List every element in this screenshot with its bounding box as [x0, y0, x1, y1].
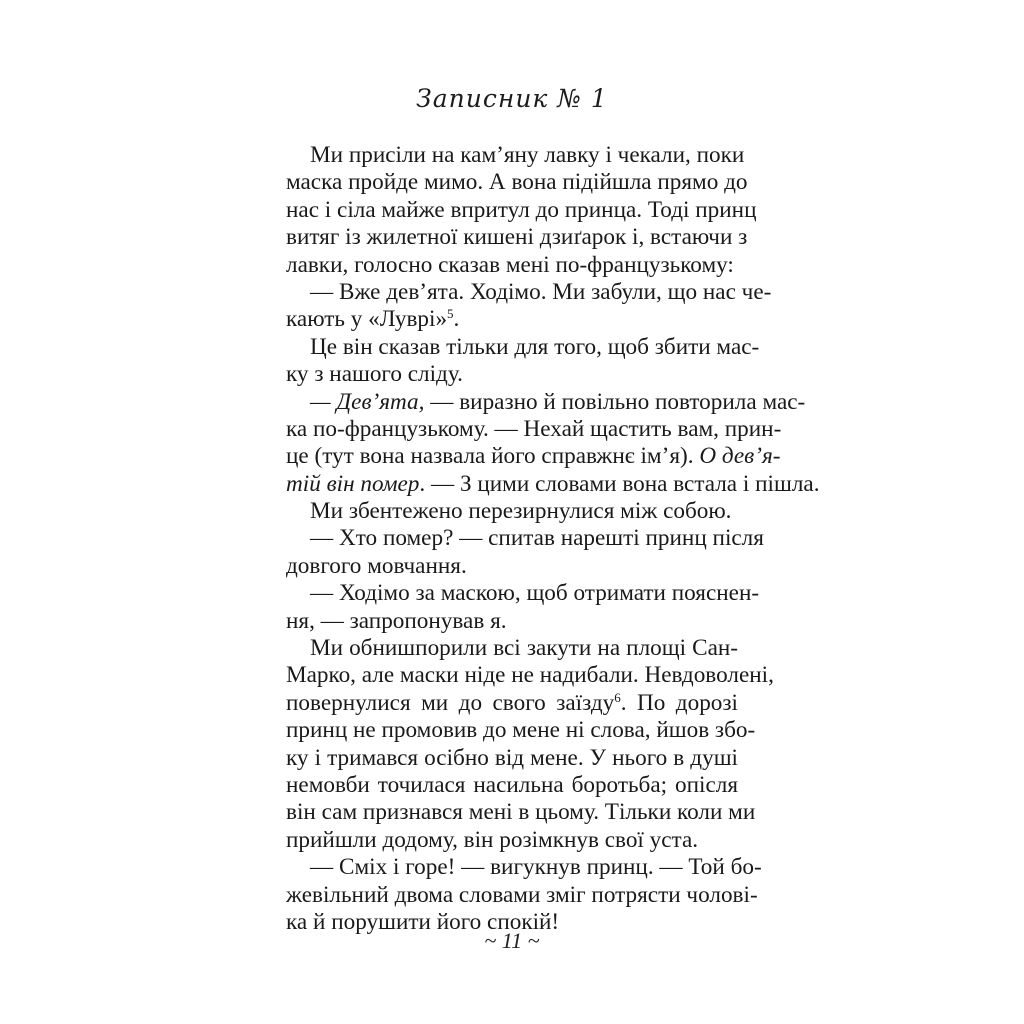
line-text: повернулися ми до свого заїзду	[286, 689, 615, 716]
text-line	[286, 854, 762, 881]
line-text: — Сміх і горе! — вигукнув принц. — Той бо-	[310, 854, 762, 881]
line-text: Ми присіли на кам’яну лавку і чекали, поки	[310, 142, 745, 168]
text-line	[286, 745, 738, 772]
line-text: ка по-французькому. — Нехай щастить вам, прин-	[286, 415, 782, 442]
text-line	[286, 580, 760, 607]
line-tail: . По дорозі	[620, 689, 738, 716]
italic-span: тій він помер	[286, 470, 420, 497]
running-header: Записник № 1	[416, 84, 608, 113]
line-text: прийшли додому, він розімкнув свої уста.	[286, 826, 699, 853]
text-line	[286, 169, 748, 196]
footnote-marker: 5	[447, 306, 454, 322]
page-number: ~ 11 ~	[484, 928, 540, 953]
text-line	[286, 278, 772, 306]
line-text: витяг із жилетної кишені дзиґарок і, встаючи з	[286, 224, 748, 251]
text-line	[286, 690, 738, 717]
italic-span: О дев’я-	[699, 443, 781, 470]
line-text: — Хто помер? — спитав нарешті принц після	[310, 525, 764, 552]
line-text: принц не промовив до мене ні слова, йшов збо-	[286, 717, 756, 744]
line-text: ка й порушити його спокій!	[286, 908, 560, 935]
line-text: . — З цими словами вона встала і пішла.	[419, 470, 820, 497]
footnote-marker: 6	[614, 689, 621, 705]
line-text: — виразно й повільно повторила мас-	[424, 388, 806, 415]
line-text: кають у «Луврі»	[286, 306, 448, 333]
text-line	[286, 772, 738, 799]
line-text: лавки, голосно сказав мені по-французькому:	[286, 251, 734, 278]
text-line	[286, 662, 774, 689]
text-line	[286, 252, 738, 279]
text-line	[286, 470, 820, 498]
text-line	[286, 553, 738, 580]
text-line	[286, 361, 738, 388]
line-text: Ми збентежено перезирнулися між собою.	[310, 498, 732, 525]
text-line	[286, 142, 745, 169]
text-line	[286, 881, 758, 909]
text-line	[286, 388, 806, 416]
line-text: довгого мовчання.	[286, 552, 467, 579]
line-text: — Вже дев’ята. Ходімо. Ми забули, що нас че-	[310, 278, 772, 305]
text-line	[286, 635, 738, 662]
line-text: Це він сказав тільки для того, щоб збити мас-	[310, 333, 760, 360]
text-line	[286, 799, 756, 826]
body-text	[286, 142, 820, 936]
line-text: маска пройде мимо. А вона підійшла прямо до	[286, 169, 748, 196]
line-text: він сам признався мені в цьому. Тільки коли ми	[286, 799, 756, 826]
text-line	[286, 717, 756, 744]
text-line	[286, 443, 781, 470]
text-line	[286, 525, 764, 552]
line-text: Марко, але маски ніде не надибали. Невдоволені,	[286, 662, 774, 689]
text-line	[286, 498, 738, 525]
italic-span: — Дев’ята,	[310, 388, 425, 415]
text-line	[286, 608, 738, 635]
line-text: жевільний двома словами зміг потрясти чолові-	[286, 881, 758, 908]
line-text: це (тут вона назвала його справжнє ім’я).	[286, 443, 700, 470]
text-line	[286, 415, 782, 443]
line-text: немовби точилася насильна боротьба; опісля	[286, 771, 738, 798]
text-line	[286, 827, 738, 854]
line-text: ня, — запропонував я.	[286, 607, 507, 634]
line-text: нас і сіла майже впритул до принца. Тоді принц	[286, 196, 757, 223]
line-text: Ми обнишпорили всі закути на площі Сан-	[310, 635, 738, 662]
text-line	[286, 224, 748, 251]
line-text: — Ходімо за маскою, щоб отримати пояснен-	[310, 580, 760, 607]
line-text: ку і тримався осібно від мене. У нього в душі	[286, 744, 738, 771]
line-tail: .	[453, 306, 460, 333]
text-line	[286, 306, 738, 333]
line-text: ку з нашого сліду.	[286, 361, 463, 388]
text-line	[286, 196, 757, 224]
text-line	[286, 333, 760, 361]
